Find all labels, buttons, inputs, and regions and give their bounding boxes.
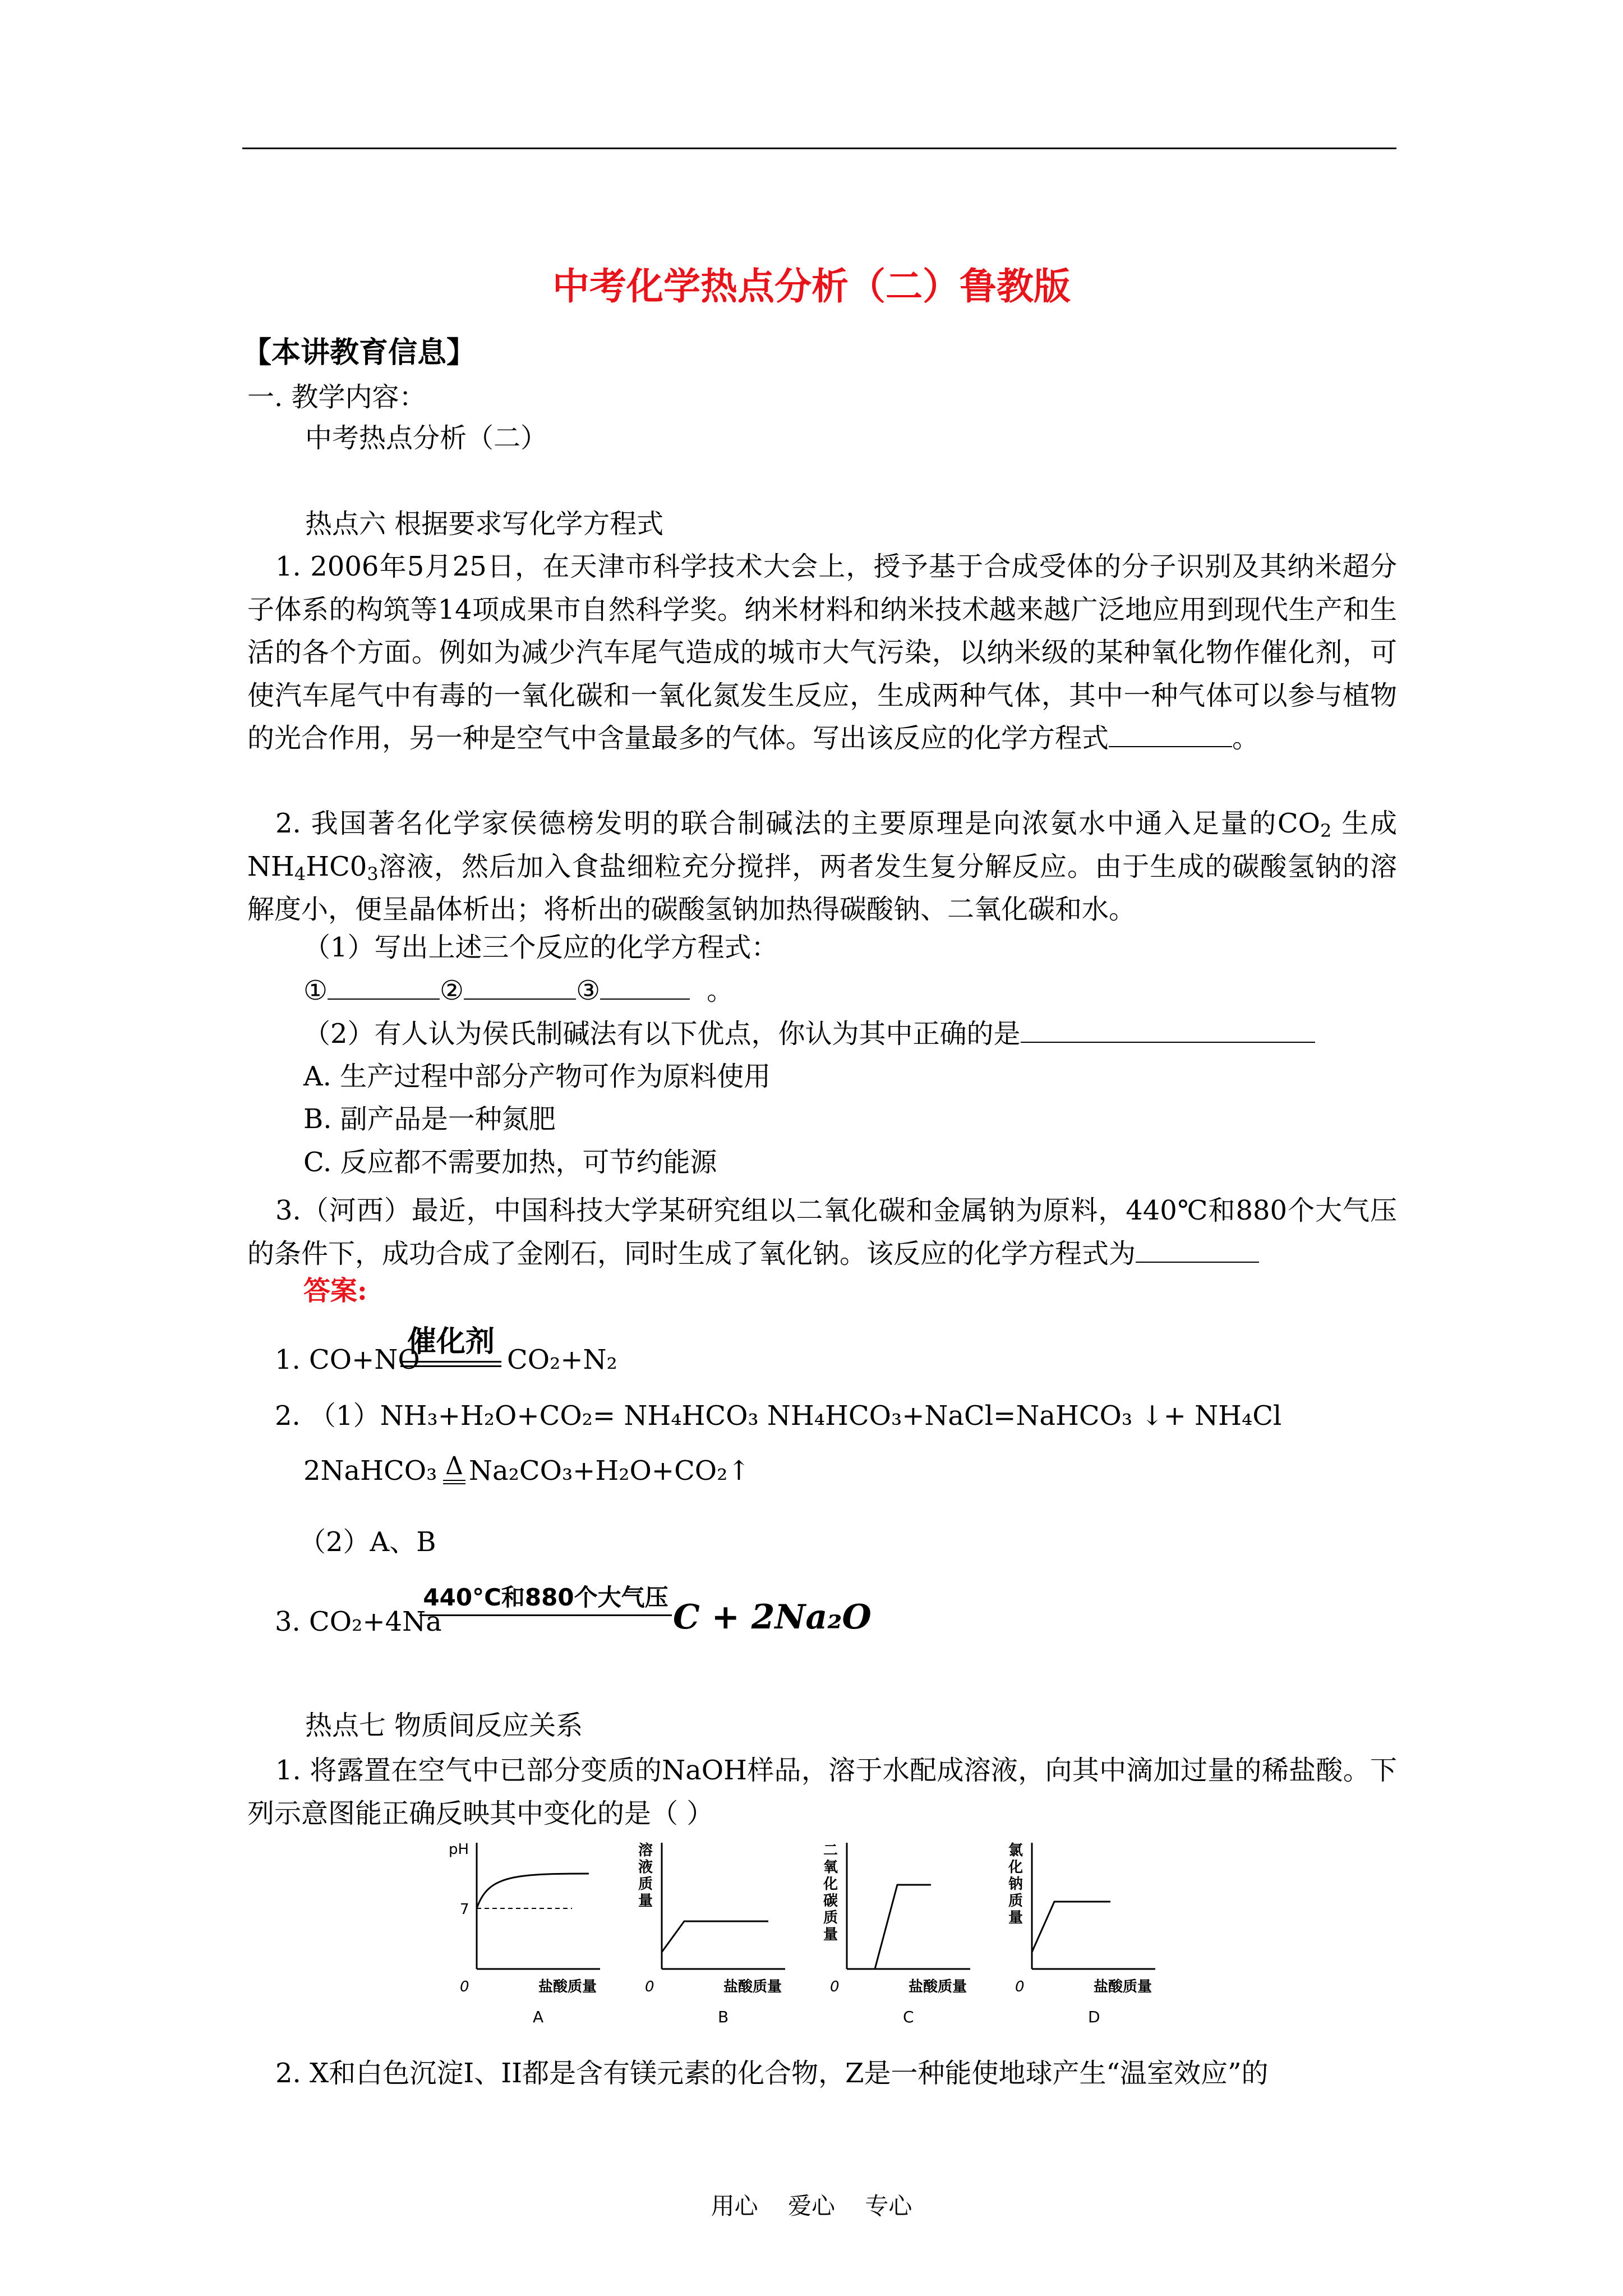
chart-B-xlabel: 盐酸质量	[723, 1978, 782, 1995]
answer-1-condition	[400, 1325, 501, 1367]
hotspot6-q1-end: 。	[1232, 723, 1260, 754]
chart-C-ylabel-char: 质	[823, 1910, 838, 1926]
answer-1-right: CO₂+N₂	[507, 1344, 617, 1375]
answer-2-line2-left: 2NaHCO₃	[303, 1455, 437, 1487]
option-b: B. 副产品是一种氮肥	[303, 1103, 556, 1135]
chart-C-ylabel-char: 量	[823, 1926, 838, 1943]
hotspot6-q1-text: 1. 2006年5月25日，在天津市科学技术大会上，授予基于合成受体的分子识别及其纳米超分子体系的构筑等14项成果市自然科学奖。纳米材料和纳米技术越来越广泛地应用到现代生产和生活的各个方面。例如为减少汽车尾气造成的城市大气污染，以纳米级的某种氧化物作催化剂，可使汽车尾气中有毒的一氧化碳和一氧化氮发生反应，生成两种气体，其中一种气体可以参与植物的光合作用，另一种是空气中含量最多的气体。写出该反应的化学方程式	[247, 551, 1397, 754]
answer-1	[275, 1343, 420, 1376]
hotspot6-q2-part1: （1）写出上述三个反应的化学方程式：	[303, 932, 778, 963]
hotspot6-q2-c: HC0	[306, 850, 367, 882]
chart-B-ylabel-char: 量	[638, 1893, 653, 1910]
condition-text: 催化剂	[407, 1325, 495, 1359]
chart-B-origin: 0	[645, 1978, 654, 1995]
blank-end: 。	[707, 975, 734, 1006]
hotspot6-q2-a: 2. 我国著名化学家侯德榜发明的联合制碱法的主要原理是向浓氨水中通入足量的CO	[275, 808, 1321, 839]
chart-C-origin: 0	[830, 1978, 840, 1995]
answer-3-left: 3. CO₂+4Na	[275, 1606, 442, 1637]
hotspot7-q2: 2. X和白色沉淀I、II都是含有镁元素的化合物，Z是一种能使地球产生“温室效应”的	[275, 2058, 1269, 2089]
chart-A-xlabel: 盐酸质量	[538, 1978, 597, 1995]
answer-3-condition	[419, 1583, 672, 1616]
hotspot6-q2-b: 生成NH	[247, 808, 1397, 882]
option-charts	[426, 1834, 1211, 2025]
chart-D-ylabel-char: 化	[1008, 1859, 1023, 1876]
blank-label-3: ③	[576, 975, 601, 1006]
answer-blank	[1021, 1019, 1315, 1043]
hotspot6-q2-d: 溶液，然后加入食盐细粒充分搅拌，两者发生复分解反应。由于生成的碳酸氢钠的溶解度小，便呈晶体析出；将析出的碳酸氢钠加热得碳酸钠、二氧化碳和水。	[247, 850, 1397, 925]
chart-C-series-line	[847, 1885, 931, 1969]
hotspot7-q1: 1. 将露置在空气中已部分变质的NaOH样品，溶于水配成溶液，向其中滴加过量的稀盐酸。下列示意图能正确反映其中变化的是（ ）	[247, 1755, 1397, 1829]
answer-blank	[600, 976, 690, 1000]
chart-B-series-line	[662, 1921, 768, 1952]
answer-1-left: 1. CO+NO	[275, 1344, 420, 1375]
blank-label-2: ②	[440, 975, 464, 1006]
chart-C-ylabel-char: 化	[823, 1876, 838, 1893]
answer-2-delta	[443, 1453, 465, 1484]
chart-D-letter: D	[1088, 2008, 1100, 2025]
hotspot6-q3	[247, 1189, 1397, 1275]
answer-label: 答案:	[303, 1275, 367, 1306]
hotspot6-q2-part2-text: （2）有人认为侯氏制碱法有以下优点，你认为其中正确的是	[303, 1018, 1021, 1050]
double-line	[400, 1361, 501, 1367]
arrow-line	[419, 1614, 672, 1616]
chart-A-origin: 0	[460, 1978, 469, 1995]
option-a: A. 生产过程中部分产物可作为原料使用	[303, 1061, 771, 1092]
chart-C-ylabel-char: 二	[823, 1842, 838, 1859]
chart-A-letter: A	[533, 2008, 544, 2025]
double-line	[443, 1480, 465, 1484]
chart-C-letter: C	[903, 2008, 914, 2025]
answer-blank	[328, 976, 440, 1000]
hotspot6-q2: 2. 我国著名化学家侯德榜发明的联合制碱法的主要原理是向浓氨水中通入足量的$CO_2$ 生成$NH_4HC0_3$溶液，然后加入食盐细粒充分搅拌，两者发生复分解反应。由于生成的碳酸氢钠的溶解度小，便呈晶体析出；将析出的碳酸氢钠加热得碳酸钠、二氧化碳和水。	[247, 808, 1397, 925]
answer-blank	[464, 976, 576, 1000]
answer-blank	[1136, 1239, 1259, 1263]
answer-blank	[1109, 724, 1232, 747]
chart-C-ylabel-char: 氧	[823, 1859, 838, 1876]
option-c: C. 反应都不需要加热，可节约能源	[303, 1147, 717, 1178]
page-title: 中考化学热点分析（二）鲁教版	[552, 264, 1071, 308]
answer-2-line1: 2. （1）NH₃+H₂O+CO₂= NH₄HCO₃ NH₄HCO₃+NaCl=NaHCO₃ ↓+ NH₄Cl	[275, 1400, 1282, 1432]
hotspot6-q2-blanks	[303, 974, 734, 1007]
chart-B-ylabel-char: 溶	[638, 1842, 653, 1859]
condition-text: 440°C和880个大气压	[423, 1584, 668, 1611]
chart-A-ytick: 7	[460, 1901, 469, 1918]
header-rule	[242, 148, 1396, 149]
page-footer: 用心 爱心 专心	[711, 2192, 912, 2220]
chart-C-ylabel-char: 碳	[823, 1893, 838, 1910]
section-header: 【本讲教育信息】	[242, 335, 476, 370]
blank-label-1: ①	[303, 975, 328, 1006]
hotspot6-heading: 热点六 根据要求写化学方程式	[305, 508, 664, 540]
answer-3-right: C + 2Na₂O	[673, 1598, 872, 1637]
answer-2-line2-right: Na₂CO₃+H₂O+CO₂↑	[469, 1455, 750, 1487]
hotspot7-heading: 热点七 物质间反应关系	[305, 1710, 583, 1741]
chart-D-ylabel-char: 钠	[1008, 1876, 1023, 1893]
hotspot6-q2-part2	[303, 1018, 1315, 1050]
chart-C-xlabel: 盐酸质量	[909, 1978, 967, 1995]
hotspot6-q1	[247, 545, 1397, 760]
chart-B-letter: B	[718, 2008, 729, 2025]
chart-D-ylabel-char: 氯	[1008, 1842, 1023, 1859]
chart-D-ylabel-char: 质	[1008, 1893, 1023, 1910]
chart-D-series-line	[1032, 1902, 1110, 1952]
chart-B-ylabel-char: 质	[638, 1876, 653, 1893]
chart-B-ylabel-char: 液	[638, 1859, 653, 1876]
answer-2-part2: （2）A、B	[299, 1526, 436, 1558]
chart-D-ylabel-char: 量	[1008, 1910, 1023, 1926]
chart-D-xlabel: 盐酸质量	[1094, 1978, 1152, 1995]
chart-A-series-line	[477, 1874, 589, 1908]
delta-symbol: Δ	[445, 1452, 463, 1480]
chart-A-ylabel: pH	[449, 1841, 469, 1858]
section-one-sub: 中考热点分析（二）	[305, 422, 548, 454]
chart-D-origin: 0	[1015, 1978, 1025, 1995]
section-one-heading: 一. 教学内容：	[247, 381, 426, 413]
hotspot6-q3-text: 3.（河西）最近，中国科技大学某研究组以二氧化碳和金属钠为原料，440℃和880个大气压的条件下，成功合成了金刚石，同时生成了氧化钠。该反应的化学方程式为	[247, 1195, 1397, 1269]
